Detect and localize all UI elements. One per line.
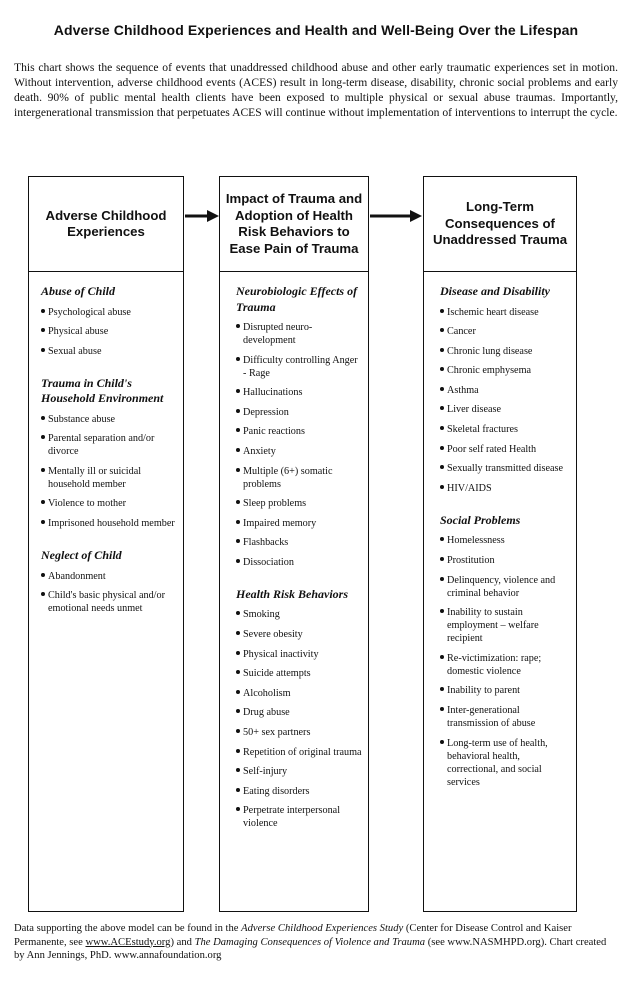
list-item: Depression [236,406,362,419]
section-abuse-of-child [41,284,175,358]
item-list [41,413,175,530]
list-item: Disrupted neuro-development [236,321,362,347]
list-item: Violence to mother [41,497,175,510]
list-item: Inability to sustain employment – welfare recipient [440,606,570,645]
list-item: Sexual abuse [41,345,175,358]
section-title: Health Risk Behaviors [236,586,349,601]
list-item: Smoking [236,608,362,621]
list-item: 50+ sex partners [236,726,362,739]
list-item: Imprisoned household member [41,517,175,530]
list-item: Ischemic heart disease [440,306,570,319]
section-household-trauma [41,376,175,530]
list-item: Child's basic physical and/or emotional needs unmet [41,589,175,615]
list-item: Skeletal fractures [440,423,570,436]
list-item: Alcoholism [236,687,362,700]
footer-text: (Center for Disease Control and Kaiser Permanente, see [14,923,572,948]
list-item: Parental separation and/or divorce [41,432,175,458]
section-disease-disability [440,284,570,495]
list-item: Asthma [440,384,570,397]
list-item: Psychological abuse [41,306,175,319]
page-title: Adverse Childhood Experiences and Health and Well-Being Over the Lifespan [53,22,579,38]
list-item: Suicide attempts [236,667,362,680]
list-item: Sexually transmitted disease [440,462,570,475]
section-health-risk-behaviors [236,587,362,830]
column-heading: Adverse Childhood Experiences [29,177,183,272]
section-title: Neurobiologic Effects of Trauma [236,284,358,314]
section-social-problems [440,513,570,789]
flow-arrow-icon [185,210,219,222]
list-item: Long-term use of health, behavioral health, correctional, and social services [440,737,570,789]
list-item: Cancer [440,325,570,338]
list-item: Drug abuse [236,706,362,719]
list-item: Physical abuse [41,325,175,338]
list-item: Chronic emphysema [440,364,570,377]
list-item: Multiple (6+) somatic problems [236,465,362,491]
list-item: HIV/AIDS [440,482,570,495]
item-list [236,321,362,569]
column-impact-of-trauma [219,176,369,912]
item-list [236,608,362,830]
section-title: Neglect of Child [41,548,122,563]
column-body [220,272,368,830]
list-item: Poor self rated Health [440,443,570,456]
list-item: Homelessness [440,534,570,547]
list-item: Physical inactivity [236,648,362,661]
list-item: Dissociation [236,556,362,569]
book-title: The Damaging Consequences of Violence and Trauma [194,936,426,948]
list-item: Perpetrate interpersonal violence [236,804,362,830]
column-body [424,272,576,789]
intro-paragraph: This chart shows the sequence of events that unaddressed childhood abuse and other early traumatic experiences set in motion. Without intervention, adverse childhood events (ACES) result in long-term disease, disability, chronic social problems and early death. 90% of public mental health clients have been exposed to multiple physical or sexual abuse traumas. Importantly, intergenerational transmission that perpetuates ACES will continue without implementation of interventions to interrupt the cycle. [14,61,618,119]
list-item: Inter-generational transmission of abuse [440,704,570,730]
item-list [41,306,175,358]
list-item: Inability to parent [440,684,570,697]
list-item: Delinquency, violence and criminal behavior [440,574,570,600]
section-title: Trauma in Child's Household Environment [41,375,164,406]
list-item: Repetition of original trauma [236,746,362,759]
list-item: Abandonment [41,570,175,583]
column-long-term-consequences [423,176,577,912]
list-item: Flashbacks [236,536,362,549]
list-item: Self-injury [236,765,362,778]
list-item: Liver disease [440,403,570,416]
list-item: Severe obesity [236,628,362,641]
list-item: Sleep problems [236,497,362,510]
section-neglect [41,548,175,615]
list-item: Re-victimization: rape; domestic violence [440,652,570,678]
list-item: Chronic lung disease [440,345,570,358]
column-heading: Impact of Trauma and Adoption of Health Risk Behaviors to Ease Pain of Trauma [220,177,368,272]
acestudy-link[interactable]: www.ACEstudy.org [85,936,171,948]
list-item: Anxiety [236,445,362,458]
flow-arrow-icon [370,210,422,222]
list-item: Hallucinations [236,386,362,399]
footer-text: Data supporting the above model can be found in the [14,923,242,934]
study-title: Adverse Childhood Experiences Study [241,923,404,934]
list-item: Panic reactions [236,425,362,438]
item-list [440,534,570,788]
list-item: Mentally ill or suicidal household member [41,465,175,491]
footer-note [14,922,618,963]
column-heading: Long-Term Consequences of Unaddressed Trauma [424,177,576,272]
column-adverse-experiences [28,176,184,912]
list-item: Prostitution [440,554,570,567]
list-item: Difficulty controlling Anger - Rage [236,354,362,380]
column-body [29,272,183,615]
list-item: Substance abuse [41,413,175,426]
footer-text: ) and [170,936,195,948]
section-title: Abuse of Child [41,284,116,298]
list-item: Eating disorders [236,785,362,798]
item-list [41,570,175,616]
list-item: Impaired memory [236,517,362,530]
section-title: Disease and Disability [440,284,550,298]
section-neurobiologic-effects [236,284,362,569]
item-list [440,306,570,495]
section-title: Social Problems [440,512,521,527]
footer-text: (see www.NASMHPD.org). Chart created by Ann Jennings, PhD. www.annafoundation.org [14,936,607,961]
